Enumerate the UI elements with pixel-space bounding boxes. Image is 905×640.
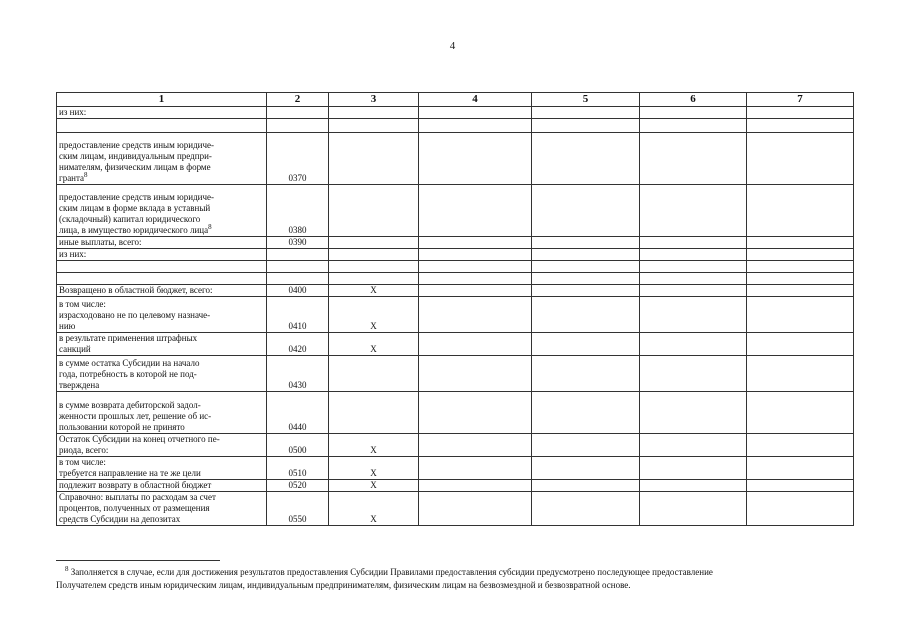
description-line: нию — [59, 321, 76, 331]
value-cell-col-4 — [419, 392, 532, 434]
description-line: санкций — [59, 344, 91, 354]
value-cell-col-4 — [419, 356, 532, 392]
value-cell-col-7 — [747, 392, 854, 434]
description-line — [59, 273, 264, 284]
row-description — [57, 457, 267, 480]
table-row — [57, 107, 854, 119]
value-cell-col-4 — [419, 273, 532, 285]
column-3-mark — [329, 107, 419, 119]
value-cell-col-6 — [640, 457, 747, 480]
value-cell-col-5 — [532, 261, 640, 273]
page-number: 4 — [449, 40, 456, 52]
footnote-reference: 8 — [84, 171, 88, 179]
value-cell-col-6 — [640, 185, 747, 237]
table-row — [57, 492, 854, 526]
row-code: 0510 — [267, 457, 329, 480]
column-3-mark: X — [329, 434, 419, 457]
row-code: 0420 — [267, 333, 329, 356]
column-3-mark — [329, 237, 419, 249]
value-cell-col-5 — [532, 185, 640, 237]
column-3-mark: X — [329, 457, 419, 480]
value-cell-col-7 — [747, 133, 854, 185]
table-row — [57, 457, 854, 480]
value-cell-col-7 — [747, 492, 854, 526]
table-row — [57, 133, 854, 185]
description-line: (складочный) капитал юридического — [59, 214, 201, 224]
value-cell-col-5 — [532, 457, 640, 480]
value-cell-col-5 — [532, 480, 640, 492]
value-cell-col-4 — [419, 297, 532, 333]
row-description — [57, 133, 267, 185]
column-3-mark: X — [329, 297, 419, 333]
value-cell-col-6 — [640, 107, 747, 119]
table-row — [57, 249, 854, 261]
table-row — [57, 119, 854, 133]
description-line: Остаток Субсидии на конец отчетного пе- — [59, 434, 220, 444]
value-cell-col-5 — [532, 392, 640, 434]
description-line: средств Субсидии на депозитах — [59, 514, 181, 524]
value-cell-col-4 — [419, 434, 532, 457]
value-cell-col-5 — [532, 107, 640, 119]
value-cell-col-4 — [419, 333, 532, 356]
value-cell-col-7 — [747, 356, 854, 392]
header-cell: 3 — [329, 93, 419, 107]
table-row — [57, 434, 854, 457]
value-cell-col-6 — [640, 333, 747, 356]
header-cell: 2 — [267, 93, 329, 107]
value-cell-col-5 — [532, 249, 640, 261]
table-row — [57, 285, 854, 297]
header-cell: 6 — [640, 93, 747, 107]
value-cell-col-7 — [747, 434, 854, 457]
header-cell: 1 — [57, 93, 267, 107]
value-cell-col-6 — [640, 133, 747, 185]
value-cell-col-7 — [747, 185, 854, 237]
description-line: требуется направление на те же цели — [59, 468, 201, 478]
column-3-mark — [329, 185, 419, 237]
row-code: 0440 — [267, 392, 329, 434]
row-code: 0400 — [267, 285, 329, 297]
value-cell-col-6 — [640, 237, 747, 249]
footnote-mark: 8 — [65, 565, 69, 573]
header-row — [57, 93, 854, 107]
row-description — [57, 297, 267, 333]
row-code: 0430 — [267, 356, 329, 392]
header-cell: 7 — [747, 93, 854, 107]
value-cell-col-7 — [747, 297, 854, 333]
value-cell-col-5 — [532, 434, 640, 457]
description-line: предоставление средств иным юридиче- — [59, 192, 214, 202]
description-line — [59, 261, 264, 272]
value-cell-col-7 — [747, 249, 854, 261]
table-row — [57, 261, 854, 273]
value-cell-col-6 — [640, 392, 747, 434]
value-cell-col-4 — [419, 285, 532, 297]
table-row — [57, 333, 854, 356]
value-cell-col-6 — [640, 480, 747, 492]
column-3-mark — [329, 119, 419, 133]
value-cell-col-6 — [640, 261, 747, 273]
header-cell: 5 — [532, 93, 640, 107]
description-line: женности прошлых лет, решение об ис- — [59, 411, 212, 421]
footnote-reference: 8 — [208, 223, 212, 231]
report-table — [56, 92, 854, 526]
table-row — [57, 185, 854, 237]
row-code — [267, 119, 329, 133]
value-cell-col-6 — [640, 297, 747, 333]
table-row — [57, 392, 854, 434]
footnote-text-1: Заполняется в случае, если для достижения результатов предоставления Субсидии Правилами предоставления субсидии предусмотрено последующее предоставление — [68, 567, 713, 577]
description-line: из них: — [59, 249, 87, 259]
table-row — [57, 297, 854, 333]
value-cell-col-6 — [640, 273, 747, 285]
description-line: в сумме возврата дебиторской задол- — [59, 400, 201, 410]
description-line: предоставление средств иным юридиче- — [59, 140, 214, 150]
description-line: риода, всего: — [59, 445, 109, 455]
value-cell-col-4 — [419, 107, 532, 119]
description-line: пользовании которой не принято — [59, 422, 185, 432]
table-row — [57, 480, 854, 492]
value-cell-col-4 — [419, 133, 532, 185]
table-row — [57, 237, 854, 249]
description-line: из них: — [59, 107, 87, 117]
row-code: 0380 — [267, 185, 329, 237]
row-code: 0500 — [267, 434, 329, 457]
description-line: Справочно: выплаты по расходам за счет — [59, 492, 216, 502]
description-line: в том числе: — [59, 299, 106, 309]
table-row — [57, 356, 854, 392]
report-body — [57, 107, 854, 526]
value-cell-col-5 — [532, 285, 640, 297]
value-cell-col-4 — [419, 492, 532, 526]
row-code — [267, 261, 329, 273]
row-description — [57, 492, 267, 526]
column-3-mark: X — [329, 333, 419, 356]
row-code: 0520 — [267, 480, 329, 492]
row-code — [267, 249, 329, 261]
value-cell-col-5 — [532, 333, 640, 356]
description-line: иные выплаты, всего: — [59, 237, 142, 247]
row-description — [57, 185, 267, 237]
header-cell: 4 — [419, 93, 532, 107]
row-description — [57, 333, 267, 356]
row-description — [57, 285, 267, 297]
description-line: израсходовано не по целевому назначе- — [59, 310, 211, 320]
row-code — [267, 273, 329, 285]
value-cell-col-7 — [747, 107, 854, 119]
value-cell-col-5 — [532, 133, 640, 185]
column-3-mark — [329, 273, 419, 285]
row-description — [57, 480, 267, 492]
value-cell-col-4 — [419, 119, 532, 133]
description-line: ским лицам в форме вклада в уставный — [59, 203, 211, 213]
description-line: в результате применения штрафных — [59, 333, 198, 343]
value-cell-col-7 — [747, 480, 854, 492]
value-cell-col-5 — [532, 237, 640, 249]
column-3-mark — [329, 133, 419, 185]
value-cell-col-7 — [747, 333, 854, 356]
footnote-line-2: Получателем средств иным юридическим лицам, индивидуальным предпринимателям, физическим лицам на безвозмездной и безвозвратной основе. — [56, 580, 631, 590]
row-description — [57, 356, 267, 392]
row-description — [57, 237, 267, 249]
description-line: в том числе: — [59, 457, 106, 467]
row-code — [267, 107, 329, 119]
value-cell-col-4 — [419, 480, 532, 492]
row-description — [57, 119, 267, 133]
row-description — [57, 249, 267, 261]
value-cell-col-5 — [532, 297, 640, 333]
value-cell-col-6 — [640, 356, 747, 392]
row-description — [57, 434, 267, 457]
column-3-mark: X — [329, 285, 419, 297]
value-cell-col-4 — [419, 457, 532, 480]
value-cell-col-4 — [419, 261, 532, 273]
description-line: процентов, полученных от размещения — [59, 503, 210, 513]
row-code: 0390 — [267, 237, 329, 249]
value-cell-col-5 — [532, 273, 640, 285]
description-line: подлежит возврату в областной бюджет — [59, 480, 212, 490]
row-description — [57, 273, 267, 285]
column-3-mark — [329, 392, 419, 434]
value-cell-col-7 — [747, 237, 854, 249]
value-cell-col-6 — [640, 434, 747, 457]
column-3-mark: X — [329, 492, 419, 526]
footnote-line-1 — [56, 566, 856, 579]
value-cell-col-4 — [419, 249, 532, 261]
row-code: 0370 — [267, 133, 329, 185]
value-cell-col-5 — [532, 492, 640, 526]
description-line: Возвращено в областной бюджет, всего: — [59, 285, 213, 295]
value-cell-col-7 — [747, 457, 854, 480]
value-cell-col-6 — [640, 492, 747, 526]
value-cell-col-4 — [419, 185, 532, 237]
row-code: 0410 — [267, 297, 329, 333]
column-3-mark: X — [329, 480, 419, 492]
value-cell-col-6 — [640, 119, 747, 133]
row-description — [57, 392, 267, 434]
description-line: гранта$^8$ — [59, 171, 88, 183]
table-row — [57, 273, 854, 285]
description-line: в сумме остатка Субсидии на начало — [59, 358, 200, 368]
column-3-mark — [329, 249, 419, 261]
value-cell-col-4 — [419, 237, 532, 249]
description-line: года, потребность в которой не под- — [59, 369, 197, 379]
row-code: 0550 — [267, 492, 329, 526]
description-line: нимателям, физическим лицам в форме — [59, 162, 211, 172]
row-description — [57, 107, 267, 119]
value-cell-col-6 — [640, 249, 747, 261]
row-description — [57, 261, 267, 273]
value-cell-col-7 — [747, 119, 854, 133]
value-cell-col-6 — [640, 285, 747, 297]
description-line: тверждена — [59, 380, 100, 390]
footnote — [56, 566, 856, 592]
value-cell-col-7 — [747, 273, 854, 285]
value-cell-col-5 — [532, 356, 640, 392]
description-line — [59, 121, 264, 132]
column-3-mark — [329, 261, 419, 273]
description-line: лица, в имущество юридического лица$^8$ — [59, 223, 212, 235]
value-cell-col-5 — [532, 119, 640, 133]
footnote-divider — [56, 560, 220, 561]
value-cell-col-7 — [747, 285, 854, 297]
value-cell-col-7 — [747, 261, 854, 273]
column-3-mark — [329, 356, 419, 392]
description-line: ским лицам, индивидуальным предпри- — [59, 151, 212, 161]
